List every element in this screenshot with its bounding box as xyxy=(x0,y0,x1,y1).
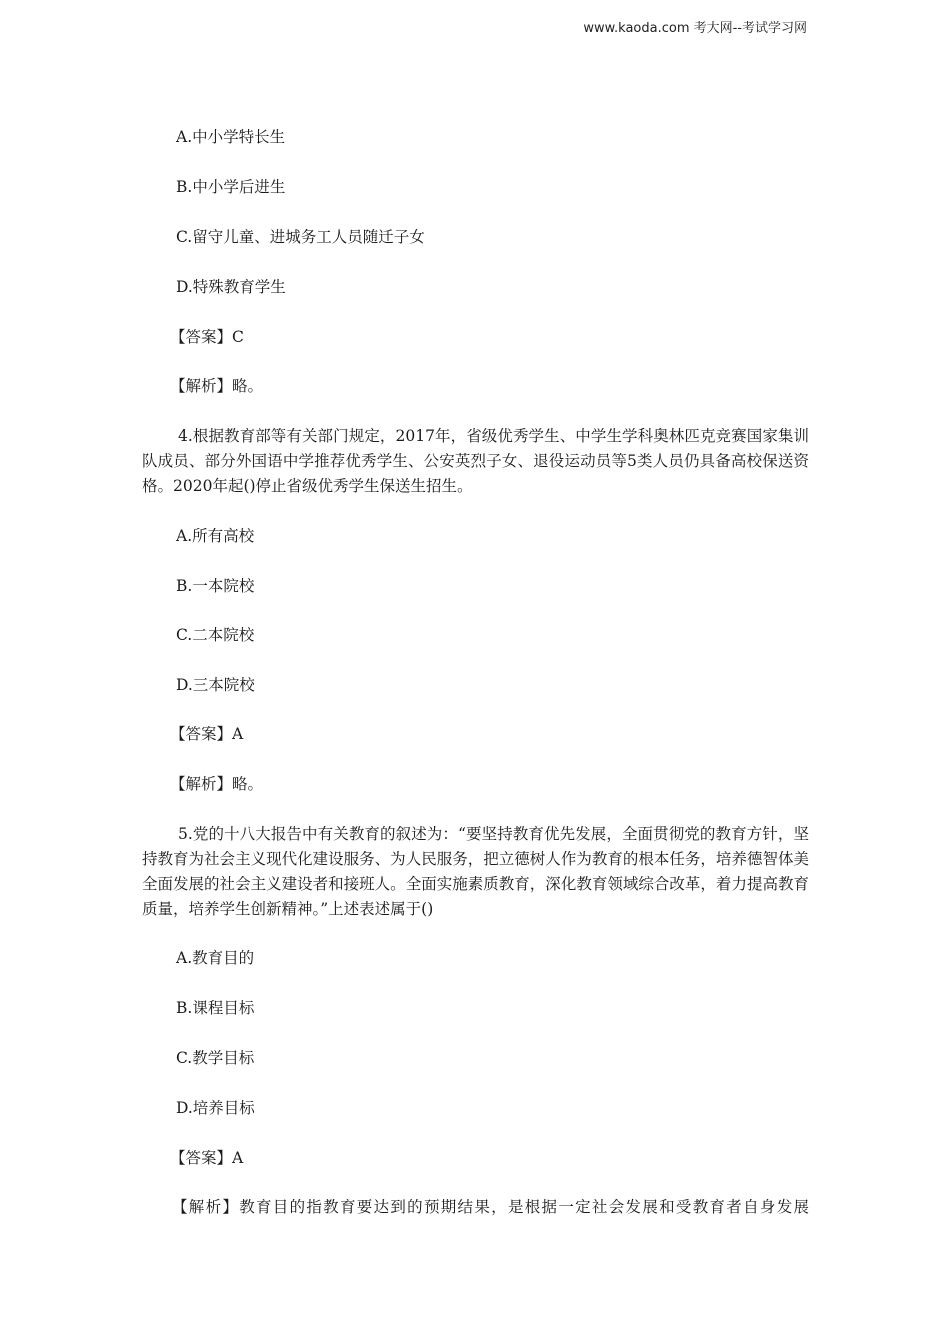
q5-analysis: 【解析】教育目的指教育要达到的预期结果，是根据一定社会发展和受教育者自身发展 xyxy=(172,1198,809,1216)
q5-stem: 5.党的十八大报告中有关教育的叙述为：“要坚持教育优先发展，全面贯彻党的教育方针，坚持教育为社会主义现代化建设服务、为人民服务，把立德树人作为教育的根本任务，培养德智体美全面发展的社会主义建设者和接班人。全面实施素质教育，深化教育领域综合改革，着力提高教育质量，培养学生创新精神。”上述表述属于() xyxy=(142,825,809,918)
q5-option-d: D.培养目标 xyxy=(176,1099,255,1117)
q5-answer: 【答案】A xyxy=(170,1149,244,1167)
q3-option-d: D.特殊教育学生 xyxy=(176,278,286,296)
q4-stem: 4.根据教育部等有关部门规定，2017年，省级优秀学生、中学生学科奥林匹克竞赛国家集训队成员、部分外国语中学推荐优秀学生、公安英烈子女、退役运动员等5类人员仍具备高校保送资格。2020年起()停止省级优秀学生保送生招生。 xyxy=(142,427,809,495)
q4-analysis: 【解析】略。 xyxy=(170,775,264,793)
q5-option-c: C.教学目标 xyxy=(176,1049,255,1067)
q4-answer: 【答案】A xyxy=(170,725,244,743)
q4-option-a: A.所有高校 xyxy=(176,527,255,545)
q4-option-b: B.一本院校 xyxy=(176,577,255,595)
q5-option-b: B.课程目标 xyxy=(176,999,255,1017)
q3-answer: 【答案】C xyxy=(170,328,244,346)
q5-option-a: A.教育目的 xyxy=(176,949,255,967)
q3-option-c: C.留守儿童、进城务工人员随迁子女 xyxy=(176,228,425,246)
q4-option-d: D.三本院校 xyxy=(176,676,255,694)
q3-option-a: A.中小学特长生 xyxy=(176,128,286,146)
site-header: www.kaoda.com 考大网--考试学习网 xyxy=(583,21,807,36)
q4-option-c: C.二本院校 xyxy=(176,626,255,644)
q3-analysis: 【解析】略。 xyxy=(170,377,264,395)
q3-option-b: B.中小学后进生 xyxy=(176,178,286,196)
